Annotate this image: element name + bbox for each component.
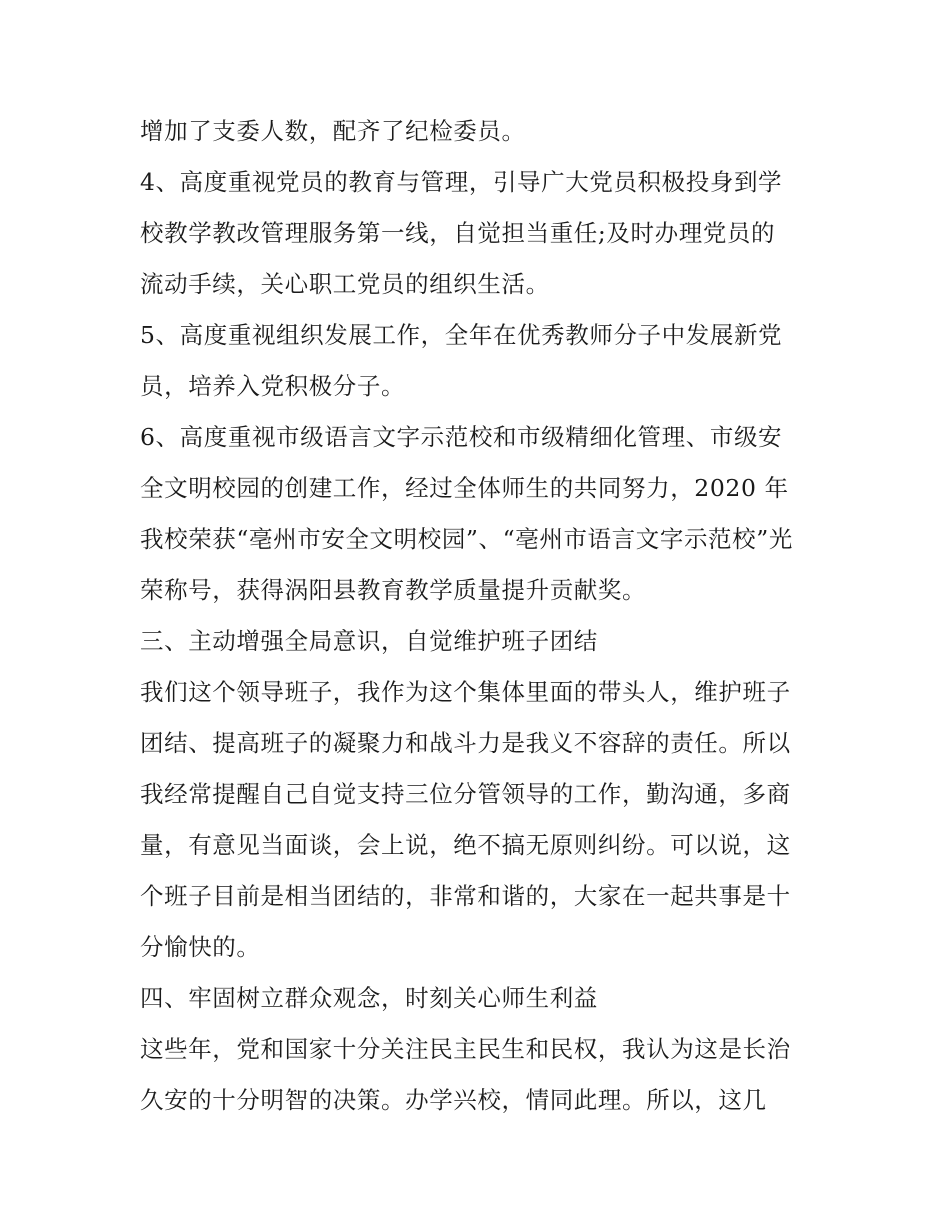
text-line: 流动手续，关心职工党员的组织生活。 xyxy=(140,270,550,298)
text-line: 分愉快的。 xyxy=(140,933,261,961)
text-line: 荣称号，获得涡阳县教育教学质量提升贡献奖。 xyxy=(140,576,647,604)
text-line: 增加了支委人数，配齐了纪检委员。 xyxy=(140,117,526,145)
text-line: 量，有意见当面谈，会上说，绝不搞无原则纠纷。可以说，这 xyxy=(140,831,791,859)
section-heading: 四、牢固树立群众观念，时刻关心师生利益 xyxy=(140,984,598,1012)
text-line: 我经常提醒自己自觉支持三位分管领导的工作，勤沟通，多商 xyxy=(140,780,791,808)
section-heading: 三、主动增强全局意识，自觉维护班子团结 xyxy=(140,627,598,655)
text-line: 员，培养入党积极分子。 xyxy=(140,372,406,400)
text-line: 团结、提高班子的凝聚力和战斗力是我义不容辞的责任。所以 xyxy=(140,729,791,757)
text-line: 这些年，党和国家十分关注民主民生和民权，我认为这是长治 xyxy=(140,1035,791,1063)
text-line: 5、高度重视组织发展工作，全年在优秀教师分子中发展新党 xyxy=(140,321,783,349)
text-line: 个班子目前是相当团结的，非常和谐的，大家在一起共事是十 xyxy=(140,882,791,910)
text-line: 全文明校园的创建工作，经过全体师生的共同努力，2020 年 xyxy=(140,474,789,502)
text-line: 我们这个领导班子，我作为这个集体里面的带头人，维护班子 xyxy=(140,678,791,706)
document-body xyxy=(140,106,830,1126)
text-line: 我校荣获“亳州市安全文明校园”、“亳州市语言文字示范校”光 xyxy=(140,525,793,553)
text-line: 6、高度重视市级语言文字示范校和市级精细化管理、市级安 xyxy=(140,423,783,451)
text-line: 4、高度重视党员的教育与管理，引导广大党员积极投身到学 xyxy=(140,168,783,196)
text-line: 久安的十分明智的决策。办学兴校，情同此理。所以，这几 xyxy=(140,1086,767,1114)
text-line: 校教学教改管理服务第一线，自觉担当重任;及时办理党员的 xyxy=(140,219,776,247)
